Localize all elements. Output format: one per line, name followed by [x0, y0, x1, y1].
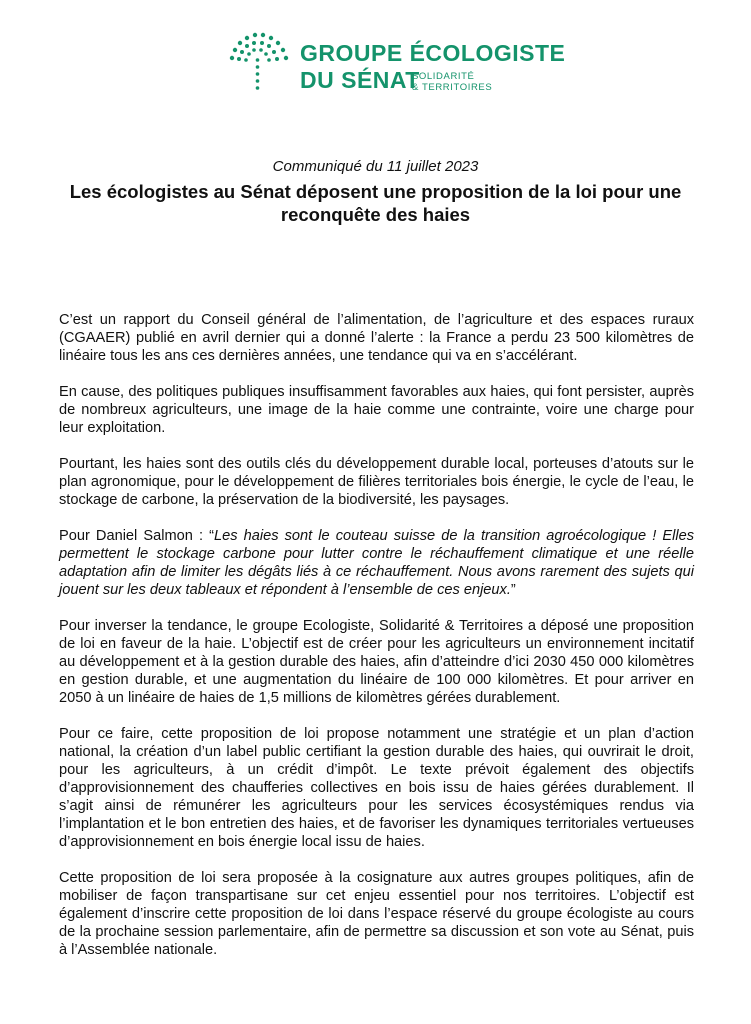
paragraph: En cause, des politiques publiques insuffisamment favorables aux haies, qui font persister, auprès de nombreux agriculteurs, une image de la haie comme une contrainte, voire une charge pour leur exploitation. [59, 384, 694, 436]
page-title: Les écologistes au Sénat déposent une proposition de la loi pour une reconquête des haies [69, 181, 682, 225]
quote-paragraph [59, 527, 694, 599]
org-name-line-1: GROUPE ÉCOLOGISTE [300, 40, 566, 66]
org-name-line-2: DU SÉNAT [300, 67, 420, 93]
paragraph: Pour ce faire, cette proposition de loi propose notamment une stratégie et un plan d’action national, la création d’un label public certifiant la gestion durable des haies, qui ouvrirait le droit, pour les agriculteurs, à un crédit d’impôt. Le texte prévoit également des objectifs d’approvisionnement des chaufferies collectives en bois issu de haies gérées durablement. Il s’agit ainsi de rémunérer les agriculteurs pour les services écosystémiques rendus via l’implantation et le bon entretien des haies, et de favoriser les dynamiques territoriales vertueuses d’approvisionnement en bois énergie local issu de haies. [59, 726, 694, 850]
quote-text: Les haies sont le couteau suisse de la transition agroécologique ! Elles permettent le stockage carbone pour lutter contre le réchauffement climatique et une réelle adaptation afin de limiter les dégâts liés à ce réchauffement. Nous avons rarement des sujets qui jouent sur les deux tableaux et répondent à l’ensemble de ces enjeux. [59, 528, 694, 598]
tagline-line-2: & TERRITOIRES [412, 82, 493, 93]
press-release-body [59, 311, 694, 977]
paragraph: Cette proposition de loi sera proposée à la cosignature aux autres groupes politiques, afin de mobiliser de façon transpartisane sur cet enjeu essentiel pour nos territoires. L’objectif est également d’inscrire cette proposition de loi dans l’espace réservé du groupe écologiste au cours de la prochaine session parlementaire, afin de permettre sa discussion et son vote au Sénat, puis à l’Assemblée nationale. [59, 870, 694, 958]
tagline [412, 71, 492, 93]
dateline: Communiqué du 11 juillet 2023 [272, 158, 479, 175]
header-logo [226, 30, 566, 100]
dotted-tree-logo-icon [226, 30, 296, 100]
quote-end: ” [510, 582, 516, 598]
quote-intro: Pour Daniel Salmon : “ [59, 528, 214, 544]
paragraph: C’est un rapport du Conseil général de l’alimentation, de l’agriculture et des espaces ruraux (CGAAER) publié en avril dernier qui a donné l’alerte : la France a perdu 23 500 kilomètres de linéaire tous les ans ces dernières années, une tendance qui va en s’accélérant. [59, 312, 694, 364]
tagline-line-1: SOLIDARITÉ [412, 71, 475, 82]
paragraph: Pour inverser la tendance, le groupe Ecologiste, Solidarité & Territoires a déposé une proposition de loi en faveur de la haie. L’objectif est de créer pour les agriculteurs un environnement incitatif au développement et à la gestion durable des haies, afin d’atteindre d’ici 2030 450 000 kilomètres en gestion durable, et une augmentation du linéaire de 100 000 kilomètres. Et pour arriver en 2050 à un linéaire de haies de 1,5 millions de kilomètres gérées durablement. [59, 618, 694, 706]
paragraph: Pourtant, les haies sont des outils clés du développement durable local, porteuses d’atouts sur le plan agronomique, pour le développement de filières territoriales bois énergie, le cycle de l’eau, le stockage de carbone, la préservation de la biodiversité, les paysages. [59, 456, 694, 508]
